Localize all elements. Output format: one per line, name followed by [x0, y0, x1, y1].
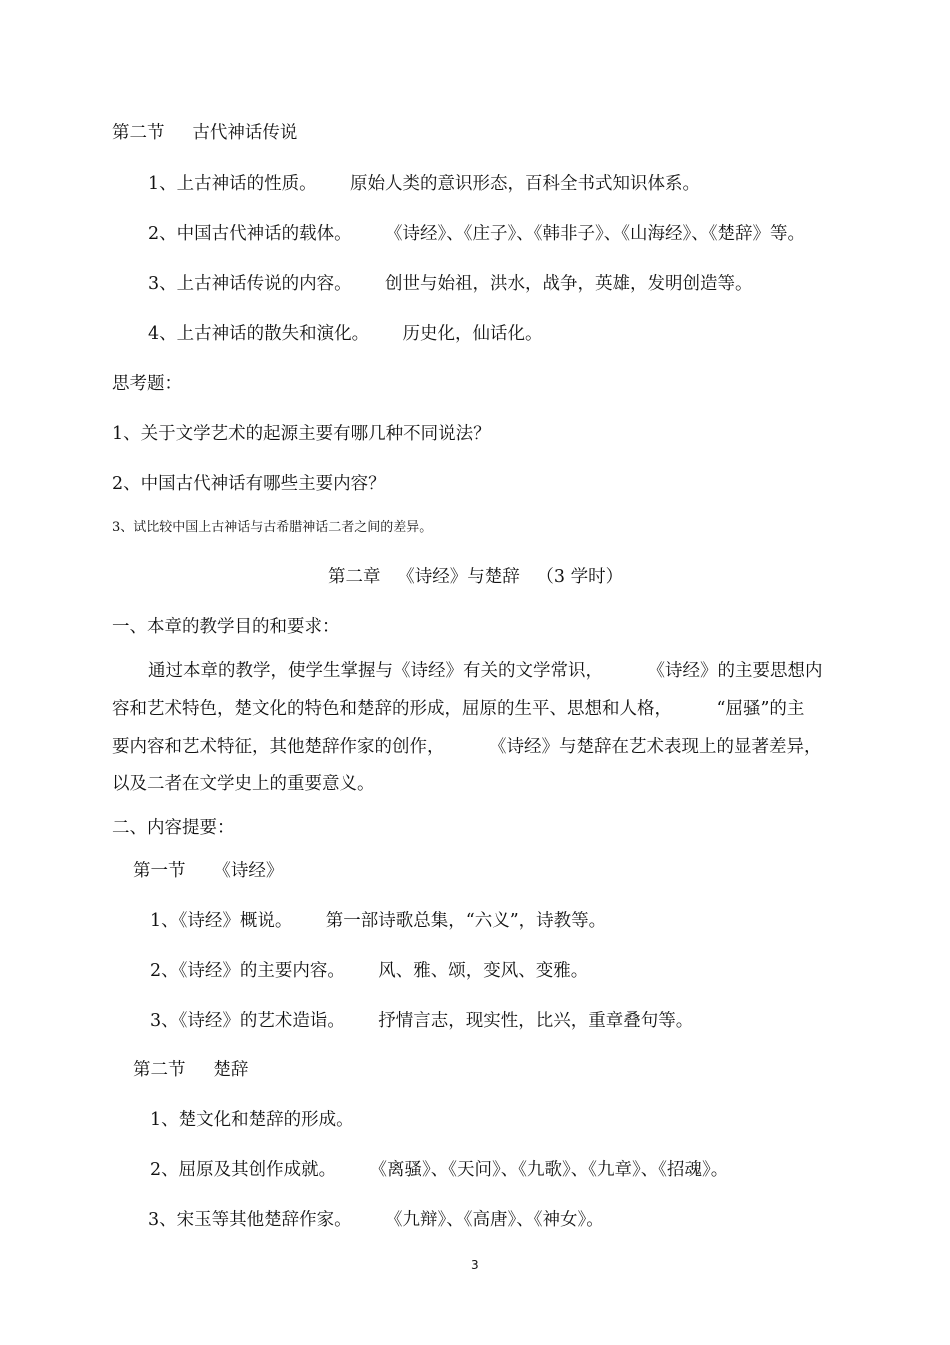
question-item: 1、关于文学艺术的起源主要有哪几种不同说法？	[112, 424, 491, 444]
list-item: 2、《诗经》的主要内容。 风、雅、颂，变风、变雅。	[150, 961, 589, 981]
question-item: 3、试比较中国上古神话与古希腊神话二者之间的差异。	[112, 520, 433, 535]
questions-heading: 思考题：	[112, 374, 182, 394]
list-item: 1、《诗经》概说。 第一部诗歌总集，“六义”，诗教等。	[150, 911, 607, 931]
list-item: 3、《诗经》的艺术造诣。 抒情言志，现实性，比兴，重章叠句等。	[150, 1011, 694, 1031]
paragraph-line: 以及二者在文学史上的重要意义。	[112, 774, 375, 794]
page-number: 3	[471, 1258, 479, 1272]
paragraph-line: 要内容和艺术特征，其他楚辞作家的创作， 《诗经》与楚辞在艺术表现上的显著差异，	[112, 737, 822, 757]
paragraph-line: 通过本章的教学，使学生掌握与《诗经》有关的文学常识， 《诗经》的主要思想内	[148, 661, 823, 681]
question-item: 2、中国古代神话有哪些主要内容？	[112, 474, 386, 494]
section-heading: 第二节 古代神话传说	[112, 123, 298, 143]
summary-heading: 二、内容提要：	[112, 818, 235, 838]
list-item: 4、上古神话的散失和演化。 历史化，仙话化。	[148, 324, 543, 344]
section-heading: 第二节 楚辞	[133, 1060, 249, 1080]
list-item: 1、楚文化和楚辞的形成。	[150, 1110, 354, 1130]
paragraph-line: 容和艺术特色，楚文化的特色和楚辞的形成，屈原的生平、思想和人格， “屈骚”的主	[112, 699, 805, 719]
list-item: 2、屈原及其创作成就。 《离骚》、《天问》、《九歌》、《九章》、《招魂》。	[150, 1160, 729, 1180]
list-item: 3、宋玉等其他楚辞作家。 《九辩》、《高唐》、《神女》。	[148, 1210, 604, 1230]
list-item: 1、上古神话的性质。 原始人类的意识形态，百科全书式知识体系。	[148, 174, 701, 194]
list-item: 3、上古神话传说的内容。 创世与始祖，洪水，战争，英雄，发明创造等。	[148, 274, 753, 294]
chapter-title: 第二章 《诗经》与楚辞 （3 学时）	[328, 567, 624, 587]
section-heading: 第一节 《诗经》	[133, 861, 284, 881]
list-item: 2、中国古代神话的载体。 《诗经》、《庄子》、《韩非子》、《山海经》、《楚辞》等。	[148, 224, 806, 244]
goals-heading: 一、本章的教学目的和要求：	[112, 617, 340, 637]
